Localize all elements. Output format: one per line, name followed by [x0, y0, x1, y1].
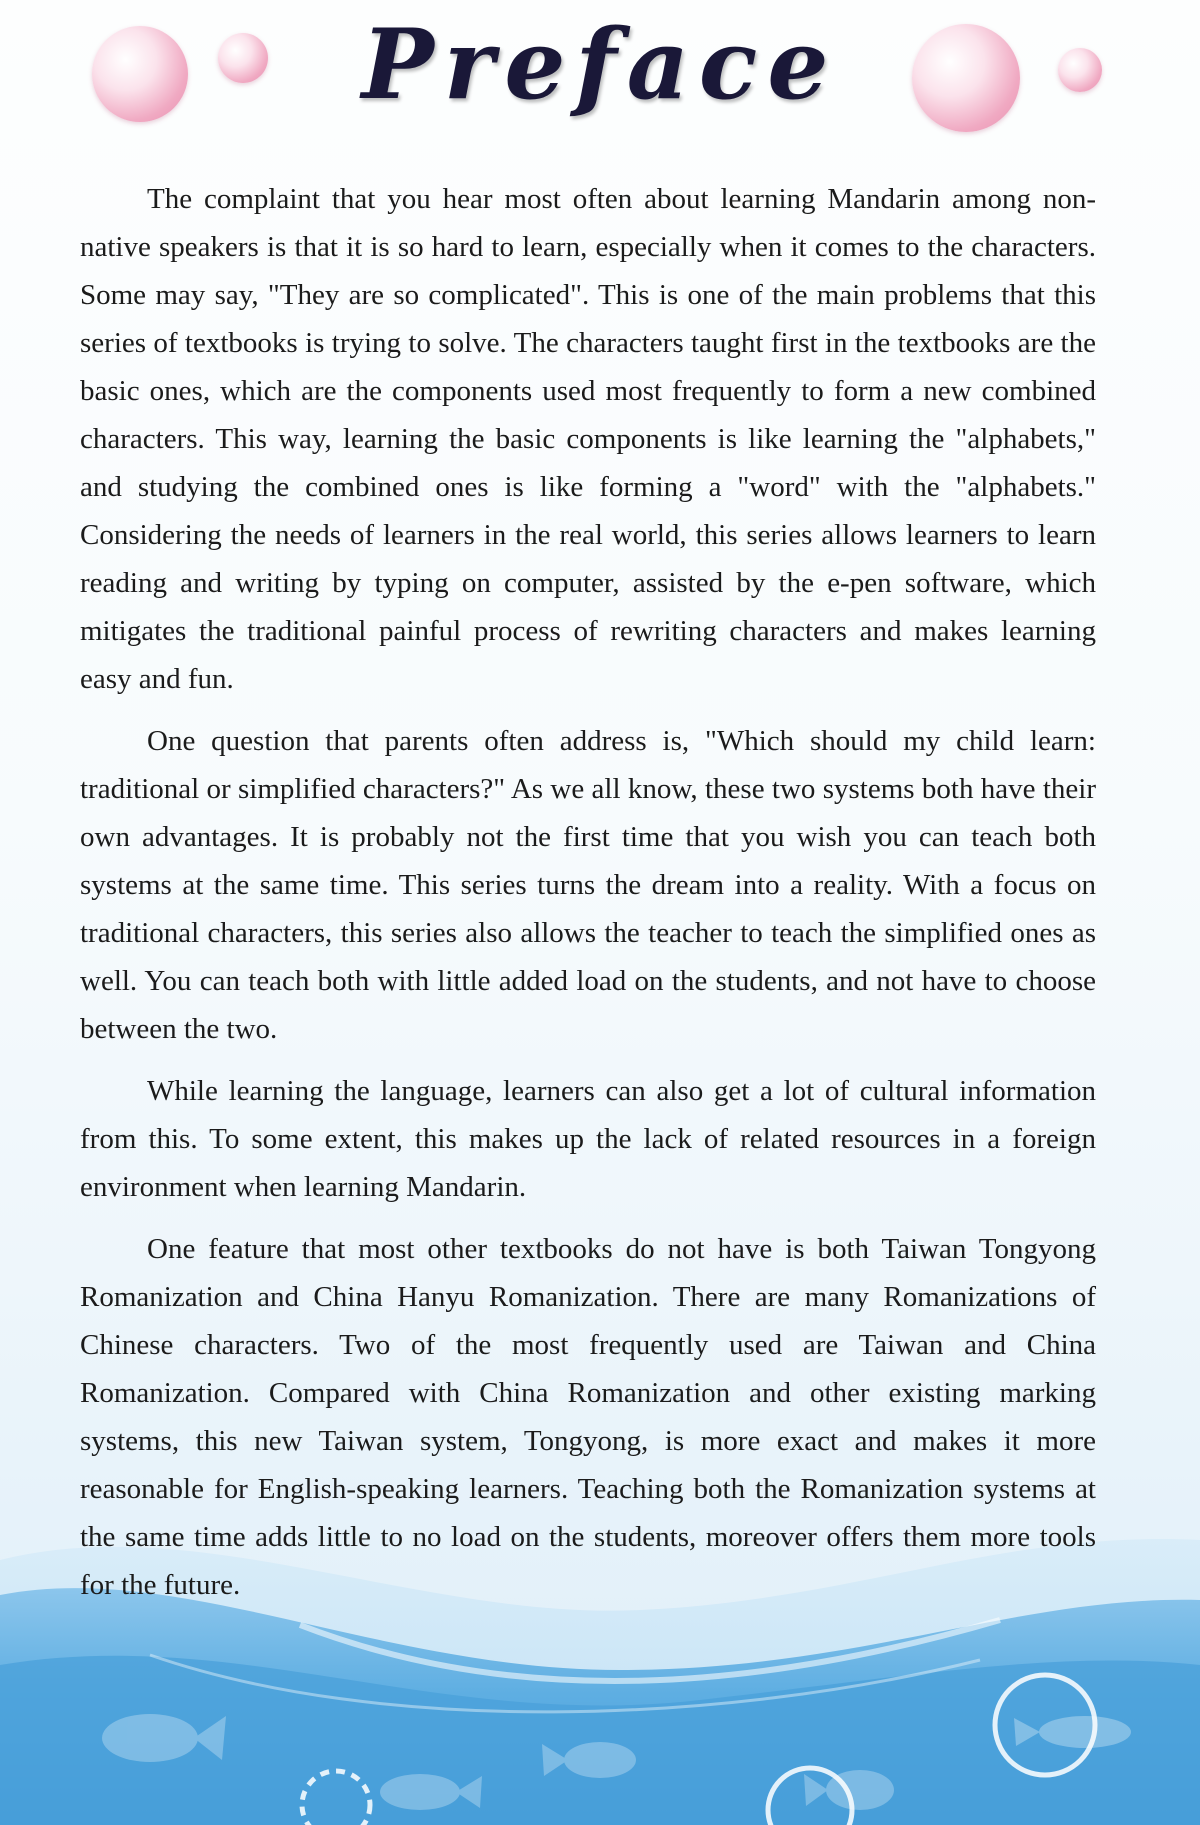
paragraph: One feature that most other textbooks do not have is both Taiwan Tongyong Romanization and China Hanyu Romanization. There are many Romanizations of Chinese characters. Two of the most frequently used are Taiwan and China Romanization. Compared with China Romanization and other existing marking systems, this new Taiwan system, Tongyong, is more exact and makes it more reasonable for English-speaking learners. Teaching both the Romanization systems at the same time adds little to no load on the students, moreover offers them more tools for the future. [80, 1233, 1096, 1601]
paragraph: One question that parents often address is, "Which should my child learn: traditional or simplified characters?" As we all know, these two systems both have their own advantages. It is probably not the first time that you wish you can teach both systems at the same time. This series turns the dream into a reality. With a focus on traditional characters, this series also allows the teacher to teach the simplified ones as well. You can teach both with little added load on the students, and not have to choose between the two. [80, 725, 1096, 1045]
paragraph: The complaint that you hear most often about learning Mandarin among non-native speakers is that it is so hard to learn, especially when it comes to the characters. Some may say, "They are so complicated". This is one of the main problems that this series of textbooks is trying to solve. The characters taught first in the textbooks are the basic ones, which are the components used most frequently to form a new combined characters. This way, learning the basic components is like learning the "alphabets," and studying the combined ones is like forming a "word" with the "alphabets." Considering the needs of learners in the real world, this series allows learners to learn reading and writing by typing on computer, assisted by the e-pen software, which mitigates the traditional painful process of rewriting characters and makes learning easy and fun. [80, 183, 1096, 695]
page-title: Preface [361, 8, 839, 121]
paragraph: While learning the language, learners can also get a lot of cultural information from this. To some extent, this makes up the lack of related resources in a foreign environment when learning Mandarin. [80, 1075, 1096, 1203]
preface-body [80, 175, 1096, 1623]
